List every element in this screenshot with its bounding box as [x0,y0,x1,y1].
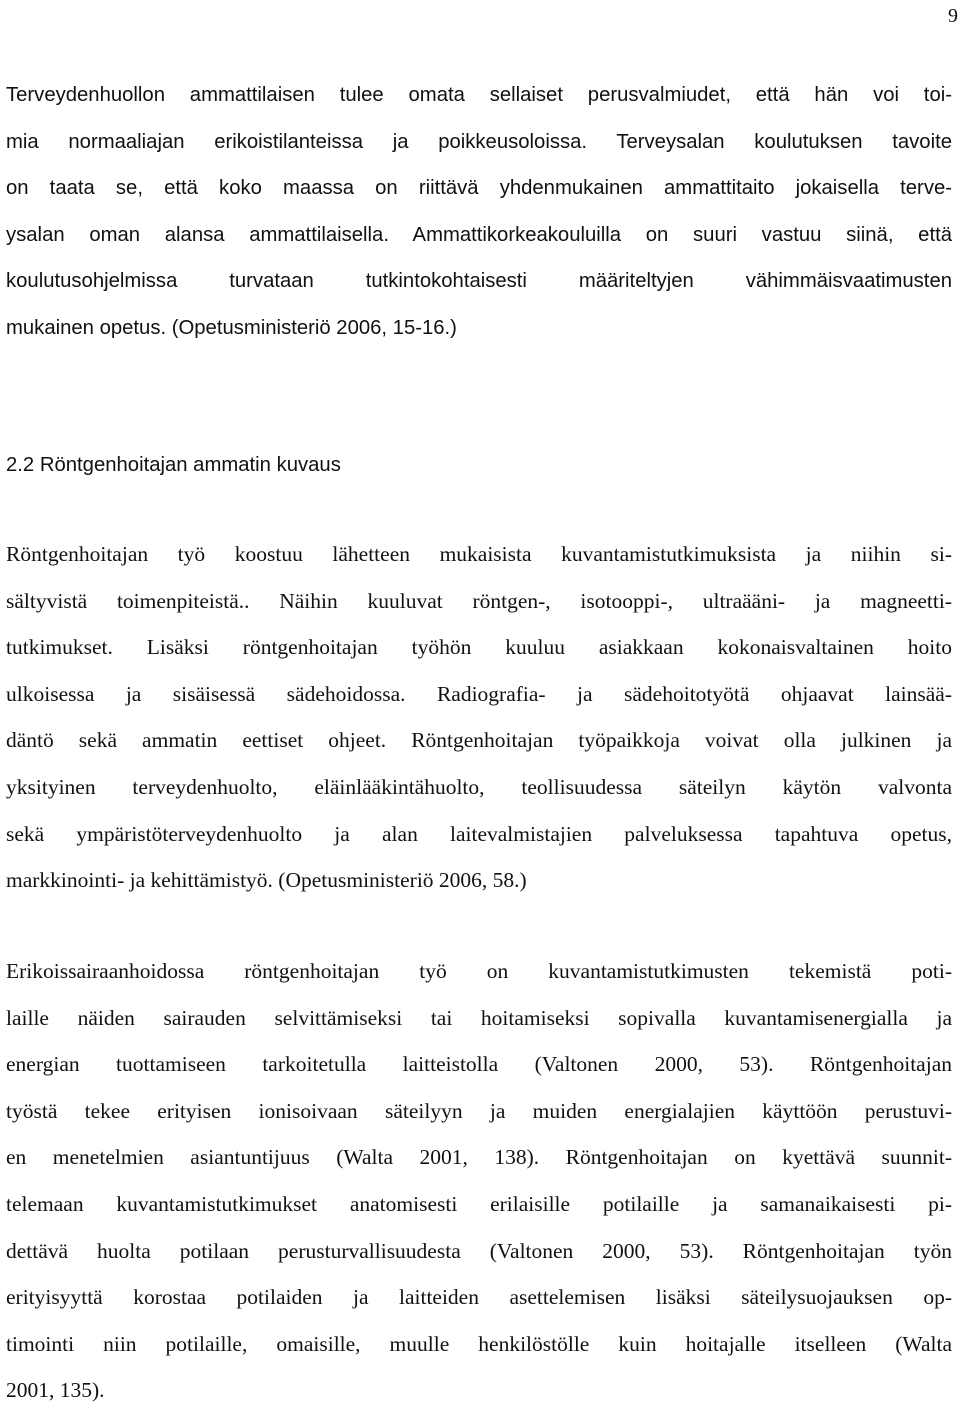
paragraph-line: timointi niin potilaille, omaisille, muulle henkilöstölle kuin hoitajalle itselleen (Walta [6,1331,952,1356]
paragraph-line: ulkoisessa ja sisäisessä sädehoidossa. Radiografia- ja sädehoitotyötä ohjaavat lainsää- [6,681,952,706]
paragraph-line: erityisyyttä korostaa potilaiden ja laitteiden asettelemisen lisäksi säteilysuojauksen op- [6,1285,952,1310]
section-heading: 2.2 Röntgenhoitajan ammatin kuvaus [6,454,341,476]
paragraph-line: Röntgenhoitajan työ koostuu lähetteen mukaisista kuvantamistutkimuksista ja niihin si- [6,542,952,566]
paragraph-line: työstä tekee erityisen ionisoivaan säteilyyn ja muiden energialajien käyttöön perustuvi- [6,1098,952,1123]
paragraph-line: markkinointi- ja kehittämistyö. (Opetusministeriö 2006, 58.) [6,868,527,893]
paragraph-line: mia normaaliajan erikoistilanteissa ja poikkeusoloissa. Terveysalan koulutuksen tavoite [6,130,952,153]
paragraph-line: laille näiden sairauden selvittämiseksi tai hoitamiseksi sopivalla kuvantamisenergialla ja [6,1005,952,1030]
intro-paragraph [6,72,952,352]
paragraph-line: 2001, 135). [6,1378,105,1403]
paragraph-line: koulutusohjelmissa turvataan tutkintokohtaisesti määriteltyjen vähimmäisvaatimusten [6,270,952,293]
paragraph-line: en menetelmien asiantuntijuus (Walta 2001, 138). Röntgenhoitajan on kyettävä suunnit- [6,1145,952,1170]
paragraph-line: Erikoissairaanhoidossa röntgenhoitajan työ on kuvantamistutkimusten tekemistä poti- [6,959,952,983]
paragraph-line: dettävä huolta potilaan perusturvallisuudesta (Valtonen 2000, 53). Röntgenhoitajan työn [6,1238,952,1263]
specialist-care-paragraph [6,948,952,1414]
page-number: 9 [948,5,958,27]
paragraph-line: Terveydenhuollon ammattilaisen tulee omata sellaiset perusvalmiudet, että hän voi toi- [6,84,952,106]
paragraph-line: mukainen opetus. (Opetusministeriö 2006, 15-16.) [6,316,457,339]
paragraph-line: on taata se, että koko maassa on riittävä yhdenmukainen ammattitaito jokaisella terve- [6,177,952,200]
paragraph-line: sältyvistä toimenpiteistä.. Näihin kuuluvat röntgen-, isotooppi-, ultraääni- ja magneetti- [6,588,952,613]
paragraph-line: däntö sekä ammatin eettiset ohjeet. Röntgenhoitajan työpaikkoja voivat olla julkinen ja [6,728,952,753]
paragraph-line: energian tuottamiseen tarkoitetulla laitteistolla (Valtonen 2000, 53). Röntgenhoitajan [6,1052,952,1077]
paragraph-line: tutkimukset. Lisäksi röntgenhoitajan työhön kuuluu asiakkaan kokonaisvaltainen hoito [6,635,952,660]
paragraph-line: yksityinen terveydenhuolto, eläinlääkintähuolto, teollisuudessa säteilyn käytön valvonta [6,774,952,799]
description-paragraph [6,531,952,904]
paragraph-line: telemaan kuvantamistutkimukset anatomisesti erilaisille potilaille ja samanaikaisesti pi- [6,1191,952,1216]
paragraph-line: sekä ympäristöterveydenhuolto ja alan laitevalmistajien palveluksessa tapahtuva opetus, [6,821,952,846]
paragraph-line: ysalan oman alansa ammattilaisella. Ammattikorkeakouluilla on suuri vastuu siinä, että [6,223,952,246]
